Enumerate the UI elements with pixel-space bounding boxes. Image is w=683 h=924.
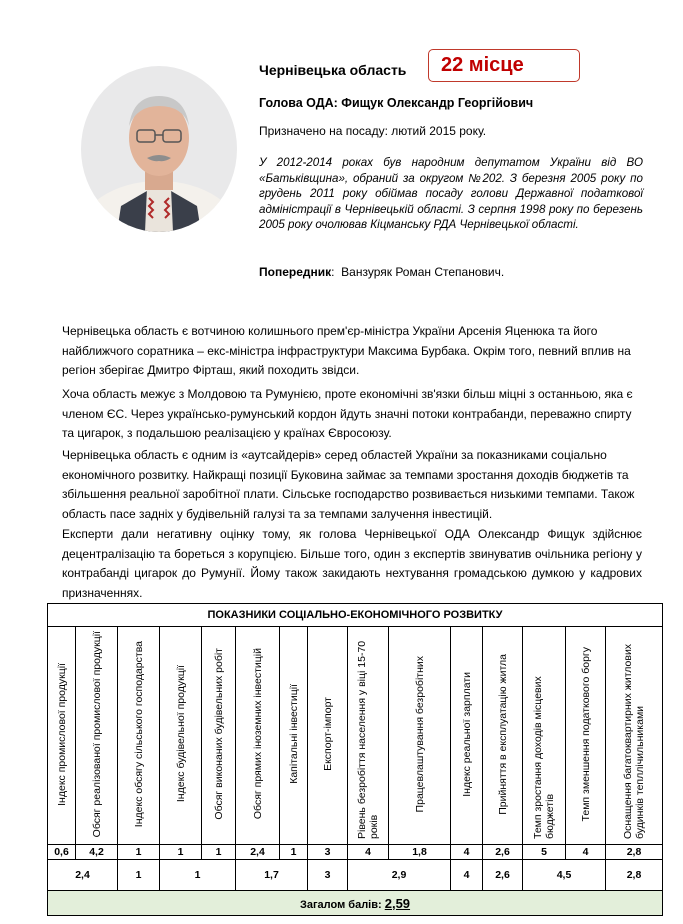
predecessor-label: Попередник <box>259 265 332 279</box>
region-name: Чернівецька область <box>259 62 407 78</box>
value-cell: 4 <box>348 845 389 860</box>
group-cell: 1 <box>160 860 236 891</box>
header-cell: Обсяг реалізованої промислової продукції <box>76 627 118 845</box>
header-cell: Обсяг прямих іноземних інвестицій <box>236 627 280 845</box>
total-cell <box>48 891 663 916</box>
header-row <box>48 627 663 845</box>
values-row <box>48 845 663 860</box>
governor-photo <box>81 66 237 232</box>
paragraph-1: Чернівецька область є вотчиною колишнього прем'єр-міністра України Арсенія Яценюка та його найближчого соратника – екс-міністра інфраструктури Максима Бурбака. Окрім того, певний вплив на регіон зберігає Дмитро Фірташ, який походить звідси. <box>62 324 631 377</box>
group-cell: 2,4 <box>48 860 118 891</box>
header-cell: Капітальні інвестиції <box>280 627 308 845</box>
value-cell: 4 <box>451 845 483 860</box>
total-label: Загалом балів: <box>299 898 382 911</box>
group-cell: 3 <box>308 860 348 891</box>
value-cell: 1 <box>118 845 160 860</box>
governor-name: Голова ОДА: Фищук Олександр Георгійович <box>259 96 534 110</box>
header-cell: Індекс будівельної продукції <box>160 627 202 845</box>
group-row <box>48 860 663 891</box>
header-cell: Працевлаштування безробітних <box>389 627 451 845</box>
value-cell: 3 <box>308 845 348 860</box>
value-cell: 2,4 <box>236 845 280 860</box>
header-cell: Індекс обсягу сільського господарства <box>118 627 160 845</box>
value-cell: 2,6 <box>483 845 523 860</box>
group-cell: 4 <box>451 860 483 891</box>
rank-badge: 22 місце <box>428 49 580 82</box>
appointment-date: Призначено на посаду: лютий 2015 року. <box>259 124 487 138</box>
table-title: ПОКАЗНИКИ СОЦІАЛЬНО-ЕКОНОМІЧНОГО РОЗВИТКУ <box>48 604 663 627</box>
header-cell: Рівень безробіття населення у віці 15-70 років <box>348 627 389 845</box>
header-cell: Темп зменшення податкового боргу <box>566 627 606 845</box>
header-cell: Прийняття в експлуатацію житла <box>483 627 523 845</box>
group-cell: 4,5 <box>523 860 606 891</box>
group-cell: 2,8 <box>606 860 663 891</box>
header-cell: Оснащення багатоквартирних житлових будинків тепллічильниками <box>606 627 663 845</box>
governor-bio: У 2012-2014 роках був народним депутатом України від ВО «Батьківщина», обраний за округом №202. З березня 2005 року по грудень 2011 року обіймав посаду голови Державної податкової адміністрації в Чернівецькій області. З серпня 1998 року по березень 2005 року очолював Кіцманську РДА Чернівецької області. <box>259 156 643 231</box>
paragraph-2: Хоча область межує з Молдовою та Румунією, проте економічні зв'язки більш міцні з останньою, яка є членом ЄС. Через українсько-румунський кордон йдуть значні потоки контрабанди, переважно спирту та цигарок, з подальшою реалізацією у країнах Євросоюзу. <box>62 387 633 440</box>
indicators-table <box>47 603 663 916</box>
value-cell: 5 <box>523 845 566 860</box>
value-cell: 2,8 <box>606 845 663 860</box>
value-cell: 0,6 <box>48 845 76 860</box>
paragraph-4: Експерти дали негативну оцінку тому, як голова Чернівецької ОДА Олександр Фищук здійснює децентралізацію та бореться з корупцією. Більше того, один з експертів звинуватив очільника регіону у контрабанді цигарок до Румунії. Йому також закидають нехтування громадською думкою у кадрових призначеннях. <box>62 527 642 600</box>
value-cell: 1 <box>202 845 236 860</box>
value-cell: 1,8 <box>389 845 451 860</box>
header-cell: Обсяг виконаних будівельних робіт <box>202 627 236 845</box>
paragraph-3: Чернівецька область є одним із «аутсайдерів» серед областей України за показниками соціально економічного розвитку. Найкращі позиції Буковина займає за темпами зростання доходів бюджетів та збільшення реальної заробітної плати. Сільське господарство розвивається низькими темпами. Також область пасе задніх у будівельній галузі та за темпами залучення інвестицій. <box>62 448 635 521</box>
value-cell: 1 <box>280 845 308 860</box>
group-cell: 1 <box>118 860 160 891</box>
header-cell: Експорт-імпорт <box>308 627 348 845</box>
value-cell: 4,2 <box>76 845 118 860</box>
total-value: 2,59 <box>384 895 411 911</box>
total-row <box>48 891 663 916</box>
header-cell: Індекс промислової продукції <box>48 627 76 845</box>
group-cell: 2,9 <box>348 860 451 891</box>
group-cell: 1,7 <box>236 860 308 891</box>
value-cell: 4 <box>566 845 606 860</box>
header-cell: Індекс реальної зарплати <box>451 627 483 845</box>
header-cell: Темп зростання доходів місцевих бюджетів <box>523 627 566 845</box>
predecessor: Попередник: Ванзуряк Роман Степанович. <box>259 265 505 279</box>
predecessor-name: Ванзуряк Роман Степанович. <box>341 265 505 279</box>
value-cell: 1 <box>160 845 202 860</box>
group-cell: 2,6 <box>483 860 523 891</box>
